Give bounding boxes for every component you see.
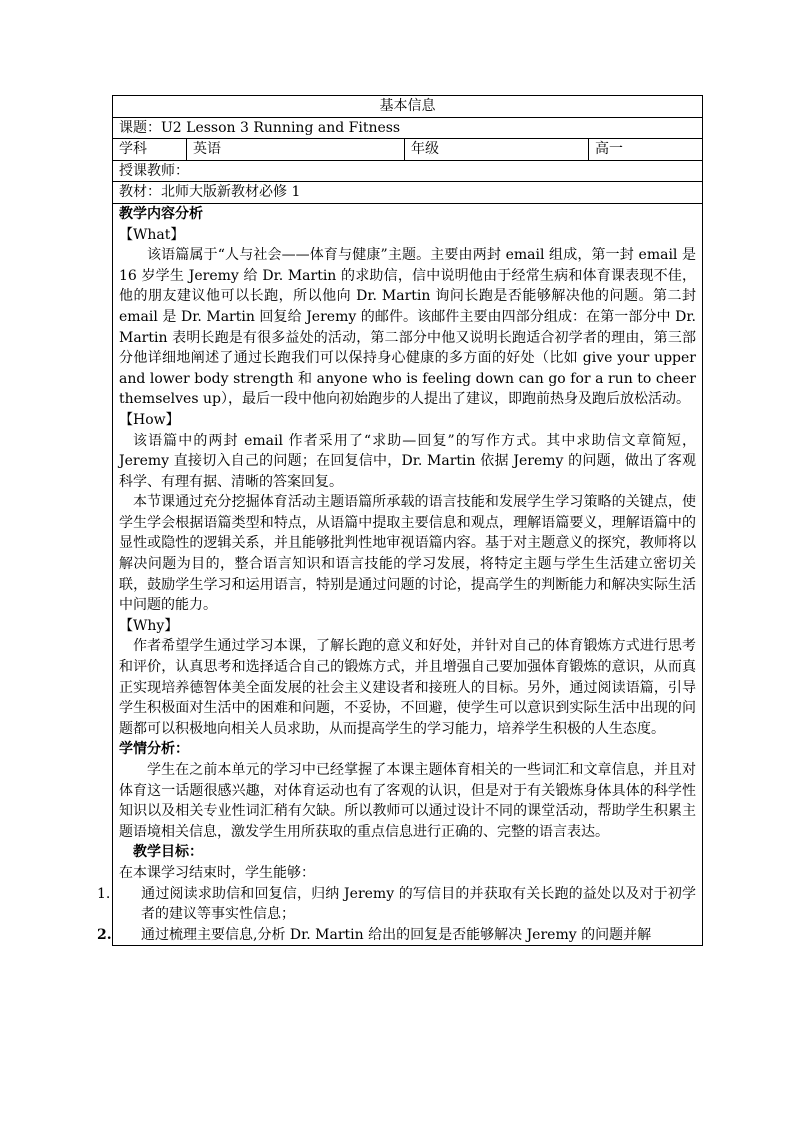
subject-label: 学科: [113, 139, 187, 161]
topic-label: 课题：: [119, 119, 161, 136]
content-cell: [97, 203, 703, 945]
how-tag: 【How】: [119, 411, 180, 428]
lesson-plan-table: [97, 95, 703, 946]
how-paragraph-2: 本节课通过充分挖掘体育活动主题语篇所承载的语言技能和发展学生学习策略的关键点，使学生学会根据语篇类型和特点，从语篇中提取主要信息和观点，理解语篇要义，理解语篇中的显性或隐性的逻辑关系，并且能够批判性地审视语篇内容。基于对主题意义的探究，教师将以解决问题为目的，整合语言知识和语言技能的学习发展，将特定主题与学生生活建立密切关联，鼓励学生学习和运用语言，特别是通过问题的讨论，提高学生的判断能力和解决实际生活中问题的能力。: [119, 494, 696, 614]
teaching-goals-heading: 教学目标：: [133, 844, 203, 861]
goals-intro: 在本课学习结束时，学生能够：: [119, 864, 315, 881]
why-tag: 【Why】: [119, 617, 179, 634]
topic-row: [113, 117, 703, 139]
topic-cell: [113, 117, 703, 139]
goal-1-number: 1.: [97, 885, 111, 902]
content-row: [113, 203, 703, 945]
textbook-label: 教材：北师大版新教材必修 1: [113, 182, 703, 204]
what-tag: 【What】: [119, 226, 185, 243]
topic-value: U2 Lesson 3 Running and Fitness: [161, 119, 401, 136]
learner-analysis-heading: 学情分析：: [119, 741, 189, 758]
what-paragraph: 该语篇属于“人与社会——体育与健康”主题。主要由两封 email 组成，第一封 email 是 16 岁学生 Jeremy 给 Dr. Martin 的求助信，信中说明他由于经常生病和体育课表现不佳，他的朋友建议他可以长跑，所以他向 Dr. Martin 询问长跑是否能够解决他的问题。第二封 email 是 Dr. Martin 回复给 Jeremy 的邮件。该邮件主要由四部分组成：在第一部分中 Dr. Martin 表明长跑是有很多益处的活动，第二部分中他又说明长跑适合初学者的理由，第三部分他详细地阐述了通过长跑我们可以保持身心健康的多方面的好处（比如 give your upper and lower body strength 和 anyone who is feeling down can go for a run to cheer themselves up），最后一段中他向初始跑步的人提出了建议，即跑前热身及跑后放松活动。: [119, 247, 696, 408]
table-title-row: [113, 96, 703, 118]
subject-value: 英语: [187, 139, 405, 161]
grade-label: 年级: [405, 139, 589, 161]
why-paragraph: 作者希望学生通过学习本课，了解长跑的意义和好处，并针对自己的体育锻炼方式进行思考和评价，认真思考和选择适合自己的锻炼方式，并且增强自己要加强体育锻炼的意识，从而真正实现培养德智体美全面发展的社会主义建设者和接班人的目标。另外，通过阅读语篇，引导学生积极面对生活中的困难和问题，不妥协，不回避，使学生可以意识到实际生活中出现的问题都可以积极地向相关人员求助，从而提高学生的学习能力，培养学生积极的人生态度。: [119, 638, 696, 737]
teacher-label: 授课教师：: [113, 160, 703, 182]
table-title: 基本信息: [113, 96, 703, 118]
goal-2-text: 通过梳理主要信息,分析 Dr. Martin 给出的回复是否能够解决 Jeremy 的问题并解: [141, 926, 652, 943]
goal-2-number: 2.: [97, 926, 112, 943]
learner-analysis-paragraph: 学生在之前本单元的学习中已经掌握了本课主题体育相关的一些词汇和文章信息，并且对体育这一话题很感兴趣，对体育运动也有了客观的认识，但是对于有关锻炼身体具体的科学性知识以及相关专业性词汇稍有欠缺。所以教师可以通过设计不同的课堂活动，帮助学生积累主题语境相关信息，激发学生用所获取的重点信息进行正确的、完整的语言表达。: [119, 762, 696, 840]
analysis-heading: 教学内容分析: [119, 205, 203, 222]
goal-item-1: [97, 884, 696, 925]
subject-grade-row: [113, 139, 703, 161]
grade-value: 高一: [589, 139, 703, 161]
how-paragraph-1: 该语篇中的两封 email 作者采用了“求助—回复”的写作方式。其中求助信文章简短，Jeremy 直接切入自己的问题；在回复信中，Dr. Martin 依据 Jeremy 的问题，做出了客观科学、有理有据、清晰的答案回复。: [119, 432, 696, 490]
teacher-row: [113, 160, 703, 182]
textbook-row: [113, 182, 703, 204]
goal-item-2: [97, 925, 696, 946]
goal-1-text: 通过阅读求助信和回复信，归纳 Jeremy 的写信目的并获取有关长跑的益处以及对于初学者的建议等事实性信息；: [141, 885, 696, 923]
